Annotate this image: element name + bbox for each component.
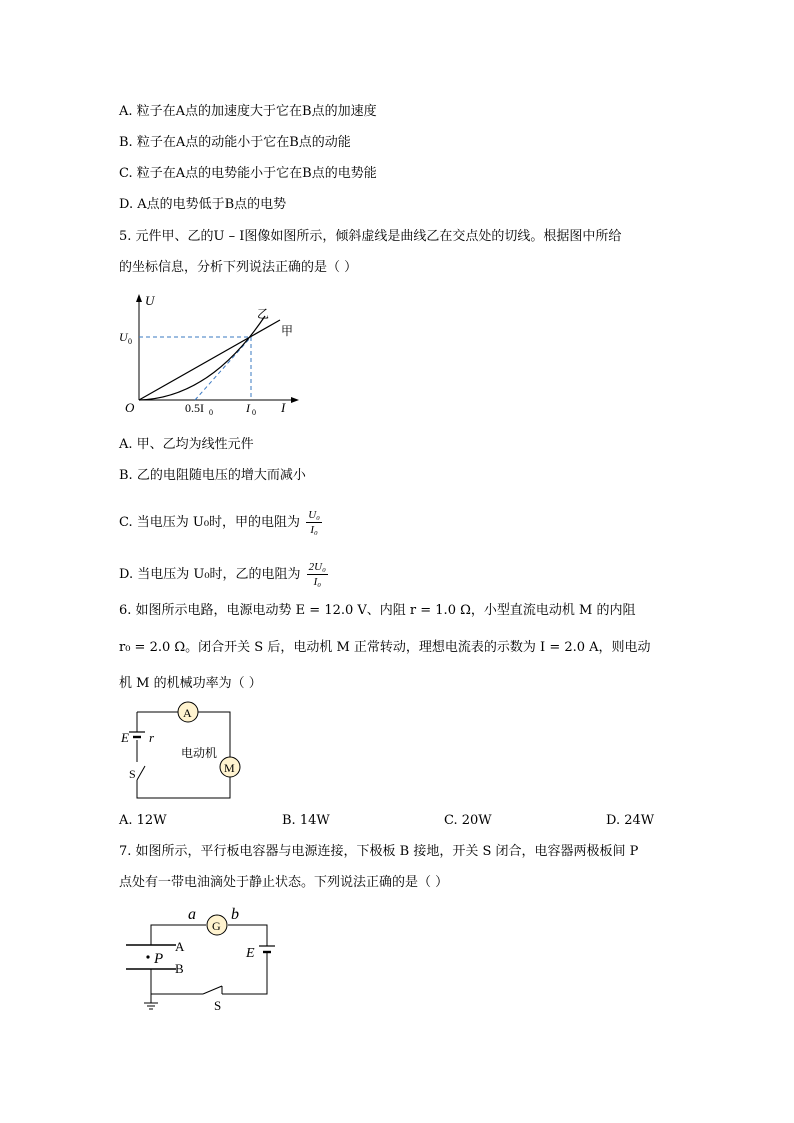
half-i0-sub: 0 (209, 408, 213, 417)
q6-stem-line1: 6. 如图所示电路，电源电动势 E = 12.0 V、内阻 r = 1.0 Ω，小型直流电动机 M 的内阻 (119, 603, 636, 618)
tangent-line (195, 337, 251, 400)
q7-capacitor-circuit (118, 900, 283, 1018)
q5-d-numerator: 2U₀ (308, 561, 326, 573)
q6-option-b: B. 14W (282, 813, 330, 828)
i0-sub: 0 (252, 408, 256, 417)
u0-sub: 0 (128, 337, 132, 346)
q5-option-d (119, 556, 328, 594)
point-p-label: P (154, 951, 164, 967)
u0-label: U (119, 330, 128, 344)
q6-stem-line2: r₀ = 2.0 Ω。闭合开关 S 后，电动机 M 正常转动，理想电流表的示数为 I = 2.0 A，则电动 (119, 640, 651, 655)
curve-jia-label: 甲 (281, 324, 294, 338)
emf-label: E (246, 946, 255, 961)
q4-option-b: B. 粒子在A点的动能小于它在B点的动能 (119, 135, 351, 150)
q6-stem-line3: 机 M 的机械功率为（ ） (119, 676, 262, 691)
switch-label: S (129, 767, 136, 781)
q6-motor-circuit (115, 700, 255, 805)
u-axis-arrow-icon (136, 294, 142, 302)
q5-option-d-text: D. 当电压为 U₀时，乙的电阻为 (119, 567, 301, 582)
q5-option-c-fraction (306, 509, 322, 536)
q7-stem-line1: 7. 如图所示，平行板电容器与电源连接，下极板 B 接地，开关 S 闭合，电容器两极板间 P (119, 844, 639, 859)
q5-c-numerator: U₀ (308, 509, 320, 521)
oil-drop-dot (146, 955, 149, 958)
plate-b-label: B (175, 961, 184, 976)
point-b-label: b (231, 906, 239, 923)
plate-a-label: A (175, 939, 185, 954)
switch-blade (203, 986, 222, 994)
q4-option-a: A. 粒子在A点的加速度大于它在B点的加速度 (119, 104, 377, 119)
bottom-wire (137, 777, 230, 798)
point-a-label: a (188, 906, 196, 923)
origin-label: O (125, 400, 135, 415)
u-axis-label: U (145, 293, 155, 308)
q5-ui-graph (115, 288, 305, 423)
q5-stem-line2: 的坐标信息，分析下列说法正确的是（ ） (119, 260, 358, 275)
q5-option-c-text: C. 当电压为 U₀时，甲的电阻为 (119, 515, 301, 530)
ammeter-label: A (183, 706, 192, 720)
internal-resistance-label: r (149, 730, 155, 745)
emf-label: E (121, 730, 129, 745)
q7-stem-line2: 点处有一带电油滴处于静止状态。下列说法正确的是（ ） (119, 875, 449, 890)
q4-option-c: C. 粒子在A点的电势能小于它在B点的电势能 (119, 166, 377, 181)
i-axis-label: I (281, 400, 286, 415)
q5-stem-line1: 5. 元件甲、乙的U – I图像如图所示，倾斜虚线是曲线乙在交点处的切线。根据图中所给 (119, 229, 622, 244)
curve-yi-label: 乙 (257, 307, 270, 321)
q5-option-b: B. 乙的电阻随电压的增大而减小 (119, 468, 306, 483)
galvanometer-label: G (212, 919, 221, 933)
q6-option-c: C. 20W (444, 813, 492, 828)
motor-symbol: M (224, 761, 235, 775)
i-axis-arrow-icon (291, 397, 299, 403)
switch-label: S (214, 998, 222, 1013)
q5-c-denominator: I₀ (310, 524, 318, 536)
q6-option-a: A. 12W (119, 813, 167, 828)
q4-option-d: D. A点的电势低于B点的电势 (119, 197, 287, 212)
q5-option-c (119, 504, 322, 542)
half-i0-label: 0.5I (185, 401, 204, 415)
switch-blade (137, 766, 145, 780)
q5-option-d-fraction (307, 561, 328, 588)
q5-option-a: A. 甲、乙均为线性元件 (119, 437, 254, 452)
i0-label: I (246, 401, 250, 415)
q6-option-d: D. 24W (606, 813, 655, 828)
curve-yi (139, 316, 265, 400)
curve-jia (139, 320, 280, 400)
motor-text-label: 电动机 (181, 746, 218, 760)
q5-d-denominator: I₀ (313, 576, 322, 588)
